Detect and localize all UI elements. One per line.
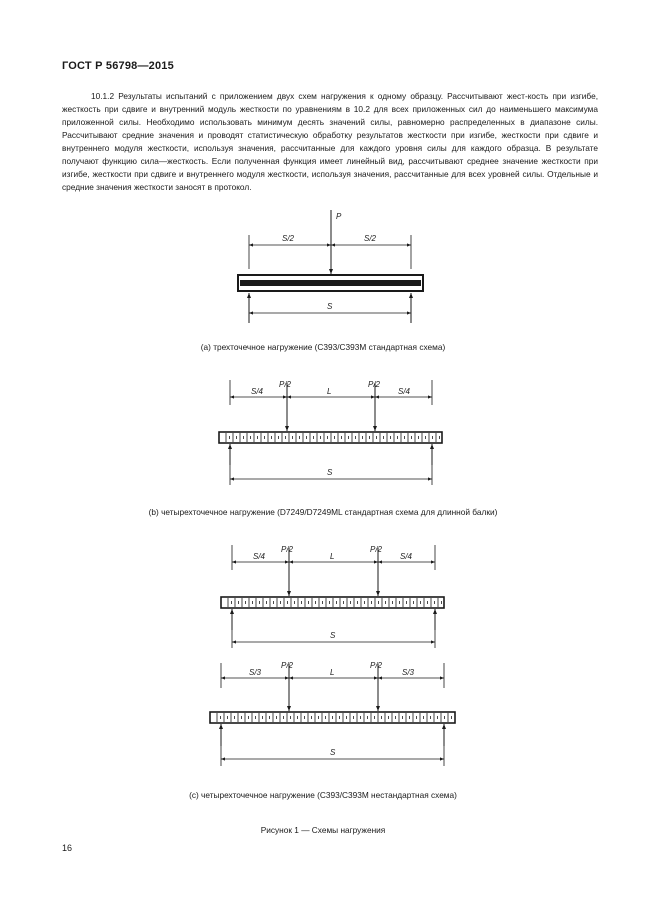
caption-a: (a) трехточечное нагружение (C393/C393M стандартная схема): [200, 342, 446, 352]
diagram-four-point-c1: [0, 540, 646, 655]
b-right-seg: S/4: [398, 387, 411, 396]
half-right-label: S/2: [364, 234, 377, 243]
b-load-left: P/2: [279, 380, 292, 389]
figure-title: Рисунок 1 — Схемы нагружения: [260, 825, 386, 835]
body-paragraph: 10.1.2 Результаты испытаний с приложением двух схем нагружения к одному образцу. Рассчитывают жест-кость при изгибе, жесткость при сдвиге и внутренний модуль жесткости по уравнениям в 10.2 для всех приложенных сил до наименьшего максимума приложенной силы. Необходимо использовать минимум десять значений силы, равномерно распределенных в диапазоне силы. Рассчитывают средние значения и проводят статистическую обработку результатов жесткости при изгибе, жесткости при сдвиге и внутреннего модуля жесткости, используя значения, рассчитанные для каждого уровня силы для каждого образца. В результате получают функцию сила—жесткость. Если полученная функция имеет линейный вид, рассчитывают среднее значение жесткости при изгибе, жесткости при сдвиге и внутреннего модуля жесткости, используя значения, рассчитанные для всех уровней силы. Отдельные и средние значения жесткости заносят в протокол.: [62, 91, 598, 192]
span-label: S: [327, 302, 333, 311]
b-beam: [219, 432, 442, 443]
c2-left-seg: S/3: [249, 668, 262, 677]
c1-load-right: P/2: [370, 545, 383, 554]
document-header: ГОСТ Р 56798—2015: [62, 60, 174, 72]
diagram-three-point: [0, 205, 646, 330]
b-mid-seg: L: [327, 387, 332, 396]
b-load-right: P/2: [368, 380, 381, 389]
c2-span-label: S: [330, 748, 336, 757]
c2-load-left: P/2: [281, 661, 294, 670]
c1-beam: [221, 597, 444, 608]
c1-right-seg: S/4: [400, 552, 413, 561]
c1-mid-seg: L: [330, 552, 335, 561]
caption-b: (b) четырехточечное нагружение (D7249/D7249ML стандартная схема для длинной балки): [148, 507, 498, 517]
diagram-four-point-long: [0, 375, 646, 490]
diagram-four-point-c2: [0, 658, 646, 773]
c2-beam: [210, 712, 455, 723]
half-left-label: S/2: [282, 234, 295, 243]
caption-c: (c) четырехточечное нагружение (C393/C393M нестандартная схема): [189, 790, 457, 800]
c1-left-seg: S/4: [253, 552, 266, 561]
page-number: 16: [62, 843, 73, 853]
b-top-dims: [230, 380, 432, 431]
b-left-seg: S/4: [251, 387, 264, 396]
c2-load-right: P/2: [370, 661, 383, 670]
c2-mid-seg: L: [330, 668, 335, 677]
c2-right-seg: S/3: [402, 668, 415, 677]
load-label: P: [336, 212, 342, 221]
b-span-label: S: [327, 468, 333, 477]
c1-load-left: P/2: [281, 545, 294, 554]
c1-span-label: S: [330, 631, 336, 640]
